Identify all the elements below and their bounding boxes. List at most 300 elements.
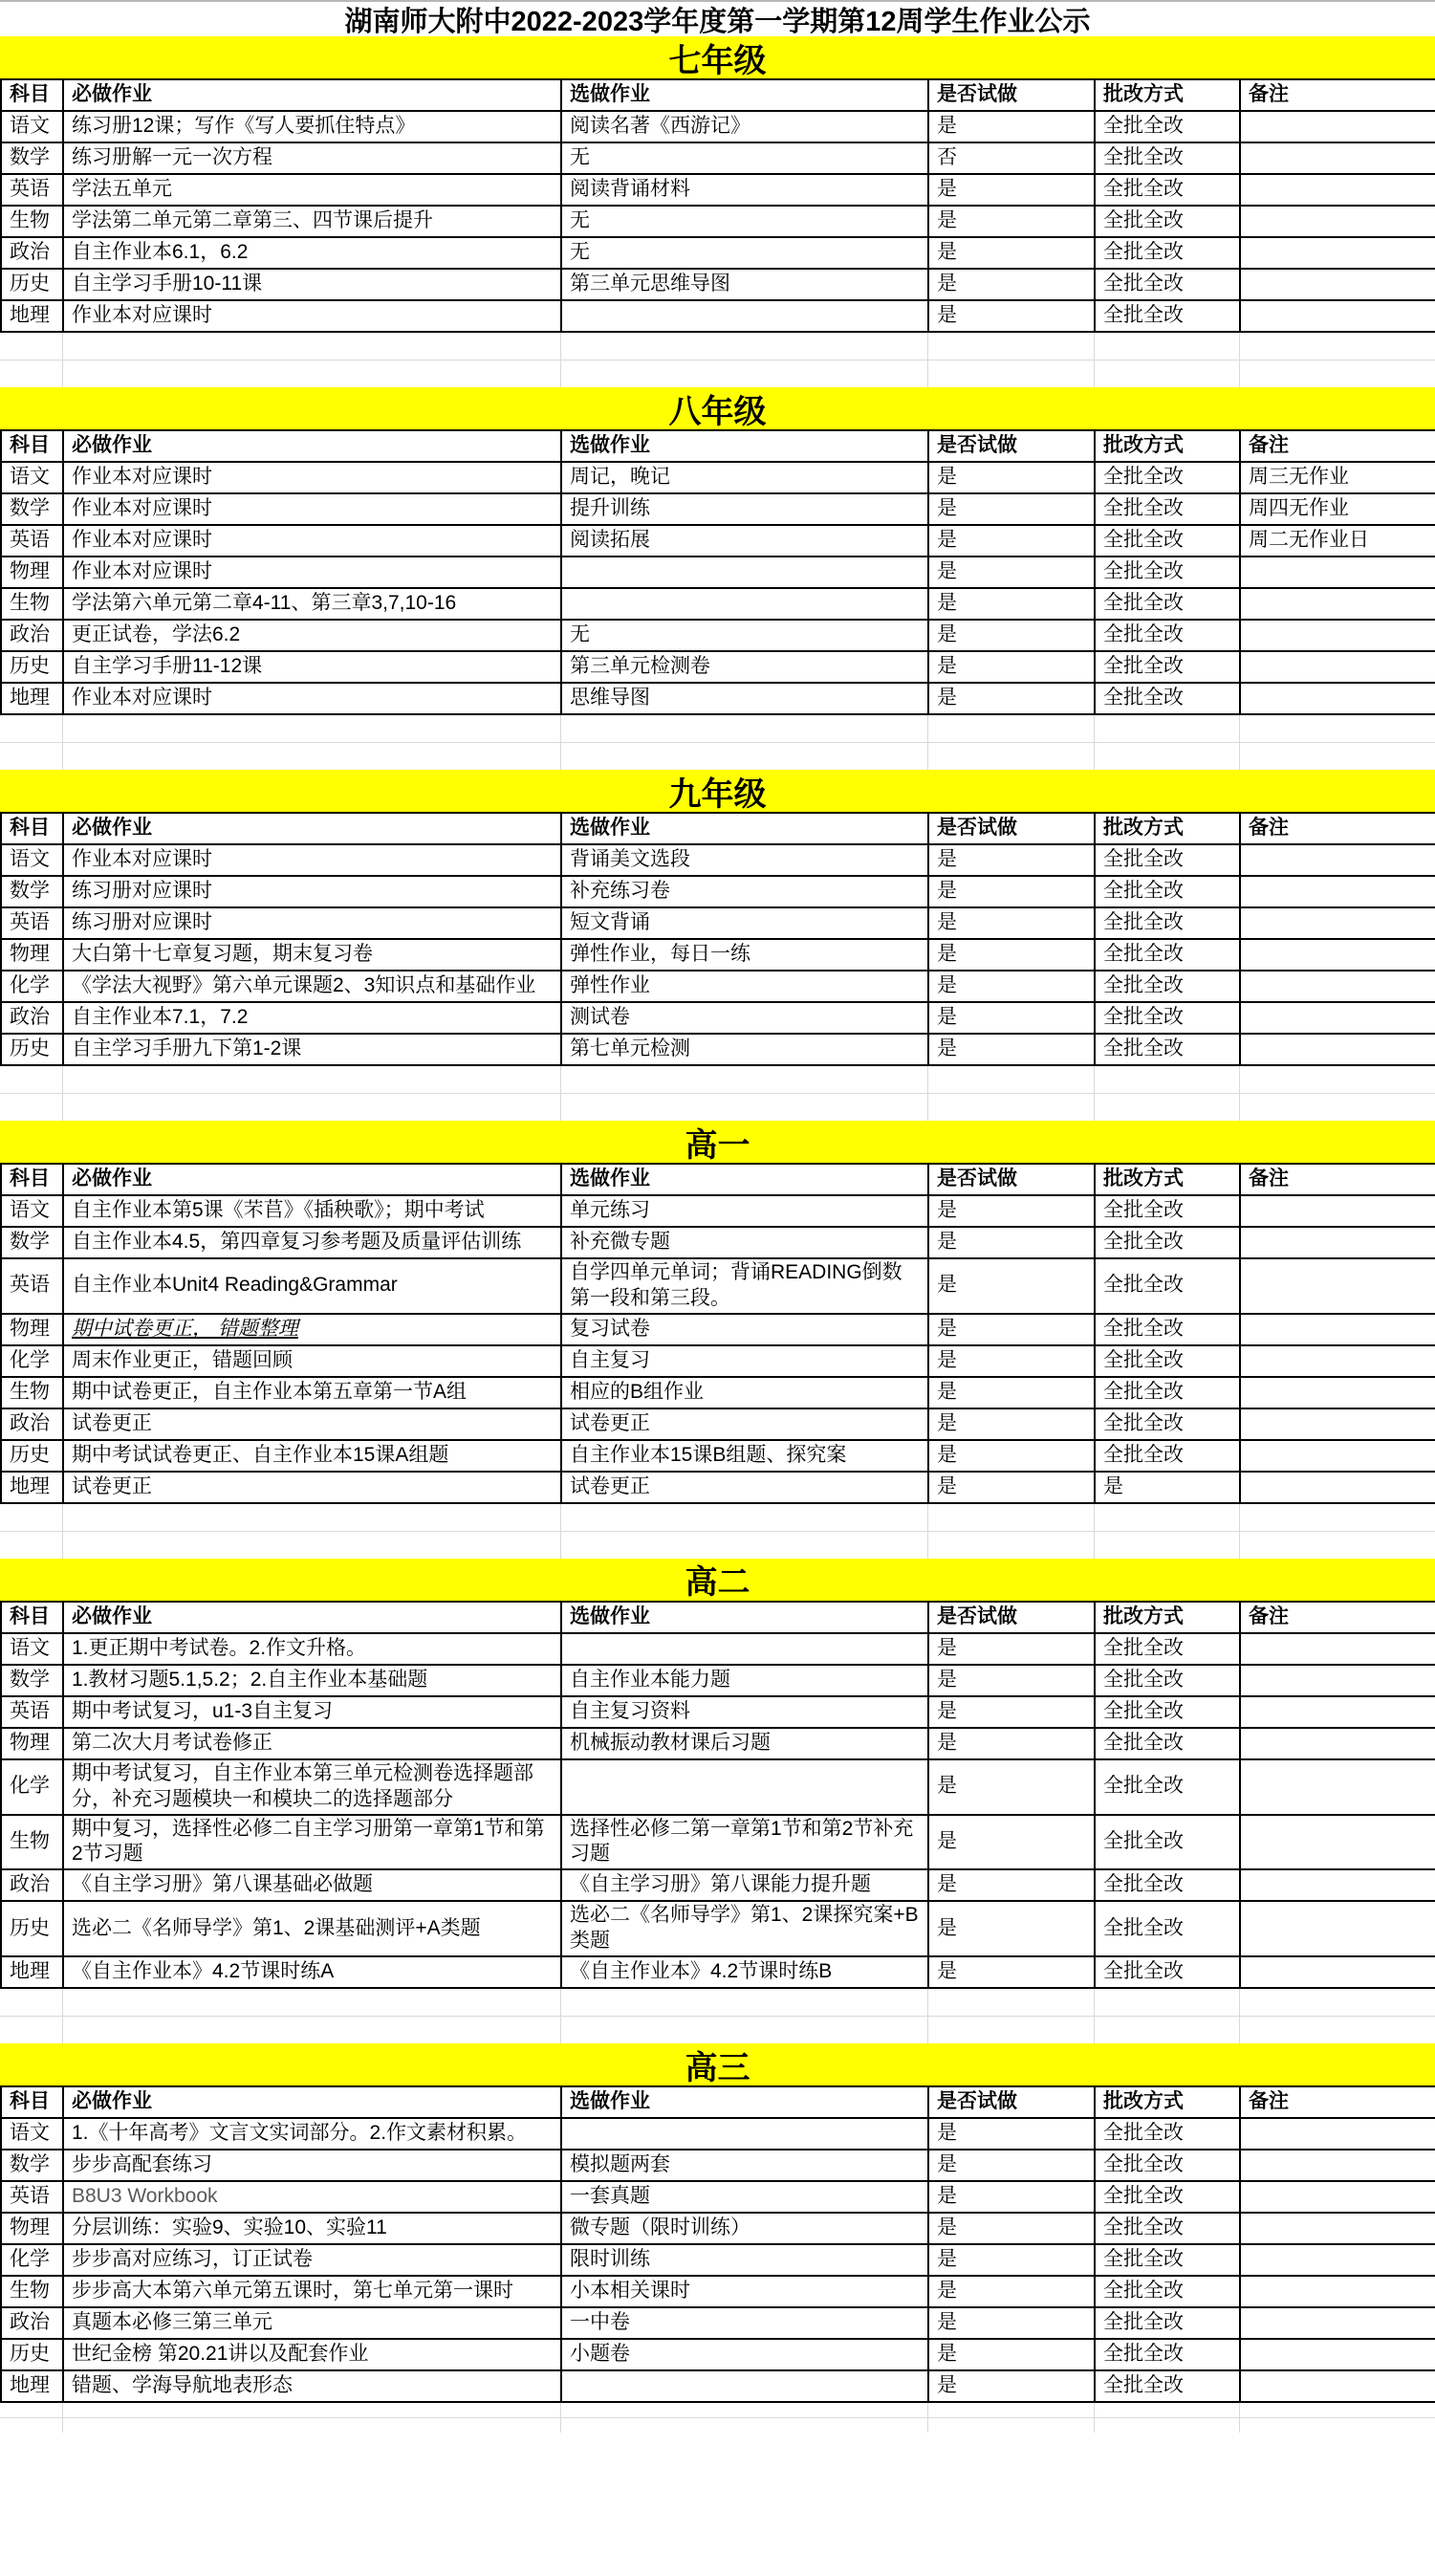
required-cell: 世纪金榜 第20.21讲以及配套作业 <box>63 2339 561 2370</box>
grading-cell: 全批全改 <box>1095 1869 1240 1901</box>
subject-cell: 政治 <box>1 237 63 269</box>
required-cell: 《自主作业本》4.2节课时练A <box>63 1956 561 1988</box>
subject-cell: 物理 <box>1 1314 63 1345</box>
table-row-生物 <box>1 588 1435 620</box>
grading-cell: 全批全改 <box>1095 1633 1240 1665</box>
trial-cell: 是 <box>928 2244 1095 2276</box>
required-cell: 周末作业更正，错题回顾 <box>63 1345 561 1377</box>
column-header: 必做作业 <box>63 1164 561 1195</box>
remark-cell <box>1240 1440 1435 1472</box>
table-row-地理 <box>1 683 1435 714</box>
trial-cell: 是 <box>928 2181 1095 2213</box>
column-header: 选做作业 <box>561 79 928 111</box>
trial-cell: 是 <box>928 1002 1095 1034</box>
column-header: 是否试做 <box>928 2086 1095 2118</box>
table-row-地理 <box>1 1472 1435 1503</box>
grading-cell: 全批全改 <box>1095 1195 1240 1227</box>
trial-cell: 是 <box>928 939 1095 971</box>
remark-cell <box>1240 237 1435 269</box>
trial-cell: 是 <box>928 557 1095 588</box>
table-row-地理 <box>1 300 1435 332</box>
optional-cell: 单元练习 <box>561 1195 928 1227</box>
page-title: 湖南师大附中2022-2023学年度第一学期第12周学生作业公示 <box>344 6 1091 37</box>
required-cell: 《学法大视野》第六单元课题2、3知识点和基础作业 <box>63 971 561 1002</box>
table-row-语文 <box>1 111 1435 142</box>
column-header: 批改方式 <box>1095 1164 1240 1195</box>
remark-cell <box>1240 1665 1435 1696</box>
grading-cell: 全批全改 <box>1095 2307 1240 2339</box>
grade-section <box>0 1121 1435 1559</box>
trial-cell: 是 <box>928 237 1095 269</box>
trial-cell: 是 <box>928 111 1095 142</box>
optional-cell: 一中卷 <box>561 2307 928 2339</box>
optional-cell: 无 <box>561 142 928 174</box>
column-header: 必做作业 <box>63 430 561 462</box>
trial-cell: 是 <box>928 1258 1095 1314</box>
grading-cell: 全批全改 <box>1095 557 1240 588</box>
table-row-数学 <box>1 1665 1435 1696</box>
table-row-英语 <box>1 525 1435 557</box>
header-row <box>1 1602 1435 1633</box>
table-row-物理 <box>1 1728 1435 1759</box>
column-header: 科目 <box>1 813 63 844</box>
remark-cell <box>1240 1314 1435 1345</box>
section-gap <box>0 1504 1435 1559</box>
table-row-数学 <box>1 142 1435 174</box>
table-row-政治 <box>1 1408 1435 1440</box>
required-cell: 自主学习手册11-12课 <box>63 651 561 683</box>
table-row-物理 <box>1 557 1435 588</box>
remark-cell <box>1240 1759 1435 1815</box>
remark-cell <box>1240 1227 1435 1258</box>
optional-cell: 机械振动教材课后习题 <box>561 1728 928 1759</box>
subject-cell: 生物 <box>1 588 63 620</box>
subject-cell: 化学 <box>1 2244 63 2276</box>
grade-banner: 七年级 <box>0 36 1435 78</box>
remark-cell <box>1240 1408 1435 1440</box>
required-cell: 作业本对应课时 <box>63 462 561 493</box>
grading-cell: 全批全改 <box>1095 2339 1240 2370</box>
trial-cell: 是 <box>928 1633 1095 1665</box>
required-cell: 自主作业本4.5，第四章复习参考题及质量评估训练 <box>63 1227 561 1258</box>
remark-cell <box>1240 1002 1435 1034</box>
required-cell: 试卷更正 <box>63 1472 561 1503</box>
trial-cell: 是 <box>928 1901 1095 1956</box>
required-cell: 步步高对应练习，订正试卷 <box>63 2244 561 2276</box>
required-cell: 1.《十年高考》文言文实词部分。2.作文素材积累。 <box>63 2118 561 2150</box>
trial-cell: 是 <box>928 1345 1095 1377</box>
subject-cell: 历史 <box>1 1901 63 1956</box>
trial-cell: 否 <box>928 142 1095 174</box>
grading-cell: 全批全改 <box>1095 1696 1240 1728</box>
remark-cell <box>1240 174 1435 206</box>
required-cell: 步步高配套练习 <box>63 2150 561 2181</box>
remark-cell <box>1240 2244 1435 2276</box>
table-row-语文 <box>1 2118 1435 2150</box>
subject-cell: 数学 <box>1 142 63 174</box>
grading-cell: 全批全改 <box>1095 683 1240 714</box>
table-row-物理 <box>1 1314 1435 1345</box>
remark-cell <box>1240 2181 1435 2213</box>
table-row-生物 <box>1 1377 1435 1408</box>
required-cell: 期中考试复习，u1-3自主复习 <box>63 1696 561 1728</box>
grading-cell: 全批全改 <box>1095 2370 1240 2402</box>
table-row-历史 <box>1 2339 1435 2370</box>
remark-cell: 周三无作业 <box>1240 462 1435 493</box>
trial-cell: 是 <box>928 971 1095 1002</box>
subject-cell: 物理 <box>1 939 63 971</box>
remark-cell <box>1240 1956 1435 1988</box>
table-row-语文 <box>1 1633 1435 1665</box>
trial-cell: 是 <box>928 1314 1095 1345</box>
grading-cell: 全批全改 <box>1095 206 1240 237</box>
required-cell: 练习册对应课时 <box>63 876 561 907</box>
column-header: 必做作业 <box>63 2086 561 2118</box>
required-cell: 《自主学习册》第八课基础必做题 <box>63 1869 561 1901</box>
subject-cell: 地理 <box>1 683 63 714</box>
table-row-历史 <box>1 1440 1435 1472</box>
subject-cell: 生物 <box>1 206 63 237</box>
remark-cell <box>1240 651 1435 683</box>
subject-cell: 化学 <box>1 1345 63 1377</box>
subject-cell: 历史 <box>1 2339 63 2370</box>
grade-section <box>0 770 1435 1121</box>
column-header: 是否试做 <box>928 430 1095 462</box>
optional-cell: 微专题（限时训练） <box>561 2213 928 2244</box>
subject-cell: 政治 <box>1 1002 63 1034</box>
grading-cell: 全批全改 <box>1095 971 1240 1002</box>
column-header: 备注 <box>1240 1602 1435 1633</box>
subject-cell: 生物 <box>1 2276 63 2307</box>
required-cell: 1.更正期中考试卷。2.作文升格。 <box>63 1633 561 1665</box>
optional-cell: 短文背诵 <box>561 907 928 939</box>
trial-cell: 是 <box>928 2339 1095 2370</box>
remark-cell <box>1240 1377 1435 1408</box>
grade-banner: 高三 <box>0 2043 1435 2085</box>
table-row-政治 <box>1 1002 1435 1034</box>
subject-cell: 语文 <box>1 111 63 142</box>
column-header: 科目 <box>1 2086 63 2118</box>
trial-cell: 是 <box>928 2276 1095 2307</box>
grading-cell: 全批全改 <box>1095 1227 1240 1258</box>
optional-cell: 小题卷 <box>561 2339 928 2370</box>
subject-cell: 语文 <box>1 462 63 493</box>
required-cell: 学法五单元 <box>63 174 561 206</box>
optional-cell: 限时训练 <box>561 2244 928 2276</box>
required-cell: 自主作业本第5课《芣苢》《插秧歌》；期中考试 <box>63 1195 561 1227</box>
table-row-数学 <box>1 2150 1435 2181</box>
section-gap <box>0 1989 1435 2043</box>
homework-table <box>0 1601 1435 1989</box>
trial-cell: 是 <box>928 2118 1095 2150</box>
required-cell: 自主作业本Unit4 Reading&Grammar <box>63 1258 561 1314</box>
optional-cell: 阅读背诵材料 <box>561 174 928 206</box>
grading-cell: 全批全改 <box>1095 2118 1240 2150</box>
optional-cell: 背诵美文选段 <box>561 844 928 876</box>
required-cell: 作业本对应课时 <box>63 493 561 525</box>
grade-section <box>0 2043 1435 2433</box>
homework-table <box>0 1163 1435 1504</box>
remark-cell <box>1240 2118 1435 2150</box>
trial-cell: 是 <box>928 1034 1095 1065</box>
subject-cell: 英语 <box>1 525 63 557</box>
subject-cell: 地理 <box>1 1956 63 1988</box>
column-header: 科目 <box>1 1164 63 1195</box>
grading-cell: 全批全改 <box>1095 2276 1240 2307</box>
remark-cell <box>1240 1195 1435 1227</box>
table-row-物理 <box>1 2213 1435 2244</box>
required-cell: 作业本对应课时 <box>63 300 561 332</box>
remark-cell <box>1240 142 1435 174</box>
trial-cell: 是 <box>928 907 1095 939</box>
table-row-语文 <box>1 1195 1435 1227</box>
subject-cell: 英语 <box>1 1696 63 1728</box>
grading-cell: 全批全改 <box>1095 939 1240 971</box>
column-header: 是否试做 <box>928 1164 1095 1195</box>
table-row-历史 <box>1 1901 1435 1956</box>
required-cell: 作业本对应课时 <box>63 525 561 557</box>
table-row-英语 <box>1 1696 1435 1728</box>
grading-cell: 全批全改 <box>1095 1258 1240 1314</box>
remark-cell <box>1240 2307 1435 2339</box>
required-cell: 分层训练：实验9、实验10、实验11 <box>63 2213 561 2244</box>
grading-cell: 全批全改 <box>1095 2181 1240 2213</box>
subject-cell: 化学 <box>1 1759 63 1815</box>
remark-cell <box>1240 1869 1435 1901</box>
grading-cell: 全批全改 <box>1095 142 1240 174</box>
optional-cell: 《自主作业本》4.2节课时练B <box>561 1956 928 1988</box>
grading-cell: 是 <box>1095 1472 1240 1503</box>
required-cell: 错题、学海导航地表形态 <box>63 2370 561 2402</box>
subject-cell: 数学 <box>1 1227 63 1258</box>
grade-section <box>0 1559 1435 2043</box>
trial-cell: 是 <box>928 588 1095 620</box>
grading-cell: 全批全改 <box>1095 844 1240 876</box>
trial-cell: 是 <box>928 844 1095 876</box>
required-cell: 真题本必修三第三单元 <box>63 2307 561 2339</box>
remark-cell <box>1240 1815 1435 1870</box>
table-row-政治 <box>1 2307 1435 2339</box>
optional-cell: 选必二《名师导学》第1、2课探究案+B类题 <box>561 1901 928 1956</box>
optional-cell: 阅读名著《西游记》 <box>561 111 928 142</box>
grade-banner: 高一 <box>0 1121 1435 1163</box>
subject-cell: 地理 <box>1 1472 63 1503</box>
table-row-语文 <box>1 844 1435 876</box>
optional-cell: 补充微专题 <box>561 1227 928 1258</box>
trial-cell: 是 <box>928 493 1095 525</box>
trial-cell: 是 <box>928 1869 1095 1901</box>
remark-cell <box>1240 2213 1435 2244</box>
homework-table <box>0 2085 1435 2403</box>
column-header: 必做作业 <box>63 1602 561 1633</box>
optional-cell: 自主作业本15课B组题、探究案 <box>561 1440 928 1472</box>
table-row-物理 <box>1 939 1435 971</box>
subject-cell: 数学 <box>1 876 63 907</box>
required-cell: 自主学习手册九下第1-2课 <box>63 1034 561 1065</box>
table-row-数学 <box>1 493 1435 525</box>
column-header: 科目 <box>1 79 63 111</box>
table-row-历史 <box>1 1034 1435 1065</box>
trial-cell: 是 <box>928 1815 1095 1870</box>
remark-cell <box>1240 2276 1435 2307</box>
optional-cell: 相应的B组作业 <box>561 1377 928 1408</box>
trial-cell: 是 <box>928 683 1095 714</box>
optional-cell <box>561 1633 928 1665</box>
remark-cell <box>1240 557 1435 588</box>
subject-cell: 物理 <box>1 1728 63 1759</box>
trial-cell: 是 <box>928 462 1095 493</box>
subject-cell: 政治 <box>1 620 63 651</box>
header-row <box>1 813 1435 844</box>
trial-cell: 是 <box>928 2370 1095 2402</box>
column-header: 选做作业 <box>561 813 928 844</box>
table-row-化学 <box>1 2244 1435 2276</box>
required-cell: 练习册12课；写作《写人要抓住特点》 <box>63 111 561 142</box>
grading-cell: 全批全改 <box>1095 1728 1240 1759</box>
grading-cell: 全批全改 <box>1095 907 1240 939</box>
trial-cell: 是 <box>928 1195 1095 1227</box>
trial-cell: 是 <box>928 2213 1095 2244</box>
table-row-地理 <box>1 1956 1435 1988</box>
subject-cell: 生物 <box>1 1815 63 1870</box>
required-cell: 学法第二单元第二章第三、四节课后提升 <box>63 206 561 237</box>
grading-cell: 全批全改 <box>1095 1002 1240 1034</box>
column-header: 备注 <box>1240 79 1435 111</box>
optional-cell: 自主作业本能力题 <box>561 1665 928 1696</box>
grading-cell: 全批全改 <box>1095 620 1240 651</box>
grading-cell: 全批全改 <box>1095 2150 1240 2181</box>
subject-cell: 政治 <box>1 2307 63 2339</box>
subject-cell: 生物 <box>1 1377 63 1408</box>
subject-cell: 地理 <box>1 2370 63 2402</box>
optional-cell: 复习试卷 <box>561 1314 928 1345</box>
grading-cell: 全批全改 <box>1095 269 1240 300</box>
grading-cell: 全批全改 <box>1095 493 1240 525</box>
remark-cell <box>1240 1472 1435 1503</box>
remark-cell <box>1240 1034 1435 1065</box>
column-header: 选做作业 <box>561 430 928 462</box>
subject-cell: 地理 <box>1 300 63 332</box>
column-header: 科目 <box>1 430 63 462</box>
table-row-语文 <box>1 462 1435 493</box>
subject-cell: 英语 <box>1 1258 63 1314</box>
grading-cell: 全批全改 <box>1095 1034 1240 1065</box>
trial-cell: 是 <box>928 1377 1095 1408</box>
optional-cell: 一套真题 <box>561 2181 928 2213</box>
remark-cell <box>1240 876 1435 907</box>
header-row <box>1 79 1435 111</box>
subject-cell: 语文 <box>1 1633 63 1665</box>
remark-cell <box>1240 1258 1435 1314</box>
subject-cell: 物理 <box>1 2213 63 2244</box>
remark-cell <box>1240 269 1435 300</box>
column-header: 备注 <box>1240 813 1435 844</box>
trial-cell: 是 <box>928 1665 1095 1696</box>
header-row <box>1 2086 1435 2118</box>
remark-cell <box>1240 683 1435 714</box>
grade-banner: 九年级 <box>0 770 1435 812</box>
subject-cell: 数学 <box>1 1665 63 1696</box>
table-row-化学 <box>1 1759 1435 1815</box>
remark-cell <box>1240 1345 1435 1377</box>
trial-cell: 是 <box>928 174 1095 206</box>
column-header: 是否试做 <box>928 1602 1095 1633</box>
remark-cell: 周二无作业日 <box>1240 525 1435 557</box>
trial-cell: 是 <box>928 1440 1095 1472</box>
optional-cell: 第三单元思维导图 <box>561 269 928 300</box>
grade-section <box>0 387 1435 770</box>
remark-cell <box>1240 971 1435 1002</box>
table-row-生物 <box>1 206 1435 237</box>
optional-cell: 无 <box>561 620 928 651</box>
column-header: 科目 <box>1 1602 63 1633</box>
required-cell: 期中考试复习，自主作业本第三单元检测卷选择题部分，补充习题模块一和模块二的选择题部分 <box>63 1759 561 1815</box>
required-cell: 练习册解一元一次方程 <box>63 142 561 174</box>
subject-cell: 英语 <box>1 907 63 939</box>
section-gap <box>0 1066 1435 1121</box>
sections-container <box>0 36 1435 2433</box>
required-cell: 1.教材习题5.1,5.2；2.自主作业本基础题 <box>63 1665 561 1696</box>
table-row-英语 <box>1 174 1435 206</box>
column-header: 批改方式 <box>1095 79 1240 111</box>
optional-cell: 提升训练 <box>561 493 928 525</box>
column-header: 是否试做 <box>928 813 1095 844</box>
subject-cell: 化学 <box>1 971 63 1002</box>
table-row-英语 <box>1 2181 1435 2213</box>
subject-cell: 数学 <box>1 2150 63 2181</box>
trial-cell: 是 <box>928 300 1095 332</box>
optional-cell <box>561 557 928 588</box>
required-cell: 期中试卷更正， 错题整理 <box>63 1314 561 1345</box>
grading-cell: 全批全改 <box>1095 876 1240 907</box>
remark-cell <box>1240 2370 1435 2402</box>
optional-cell: 补充练习卷 <box>561 876 928 907</box>
optional-cell: 模拟题两套 <box>561 2150 928 2181</box>
grading-cell: 全批全改 <box>1095 1759 1240 1815</box>
required-cell: 期中复习，选择性必修二自主学习册第一章第1节和第2节习题 <box>63 1815 561 1870</box>
table-row-政治 <box>1 1869 1435 1901</box>
section-gap <box>0 333 1435 387</box>
grading-cell: 全批全改 <box>1095 237 1240 269</box>
optional-cell: 弹性作业 <box>561 971 928 1002</box>
column-header: 备注 <box>1240 1164 1435 1195</box>
grading-cell: 全批全改 <box>1095 651 1240 683</box>
subject-cell: 政治 <box>1 1408 63 1440</box>
required-cell: B8U3 Workbook <box>63 2181 561 2213</box>
table-row-政治 <box>1 620 1435 651</box>
column-header: 是否试做 <box>928 79 1095 111</box>
optional-cell: 自主复习 <box>561 1345 928 1377</box>
column-header: 备注 <box>1240 430 1435 462</box>
table-row-生物 <box>1 2276 1435 2307</box>
remark-cell <box>1240 907 1435 939</box>
grading-cell: 全批全改 <box>1095 300 1240 332</box>
column-header: 备注 <box>1240 2086 1435 2118</box>
subject-cell: 英语 <box>1 2181 63 2213</box>
remark-cell <box>1240 620 1435 651</box>
grade-banner: 高二 <box>0 1559 1435 1601</box>
remark-cell <box>1240 939 1435 971</box>
optional-cell: 自学四单元单词；背诵READING倒数第一段和第三段。 <box>561 1258 928 1314</box>
table-row-历史 <box>1 651 1435 683</box>
grading-cell: 全批全改 <box>1095 174 1240 206</box>
trial-cell: 是 <box>928 1408 1095 1440</box>
trial-cell: 是 <box>928 876 1095 907</box>
column-header: 选做作业 <box>561 1602 928 1633</box>
remark-cell <box>1240 2150 1435 2181</box>
table-row-化学 <box>1 971 1435 1002</box>
grading-cell: 全批全改 <box>1095 1377 1240 1408</box>
